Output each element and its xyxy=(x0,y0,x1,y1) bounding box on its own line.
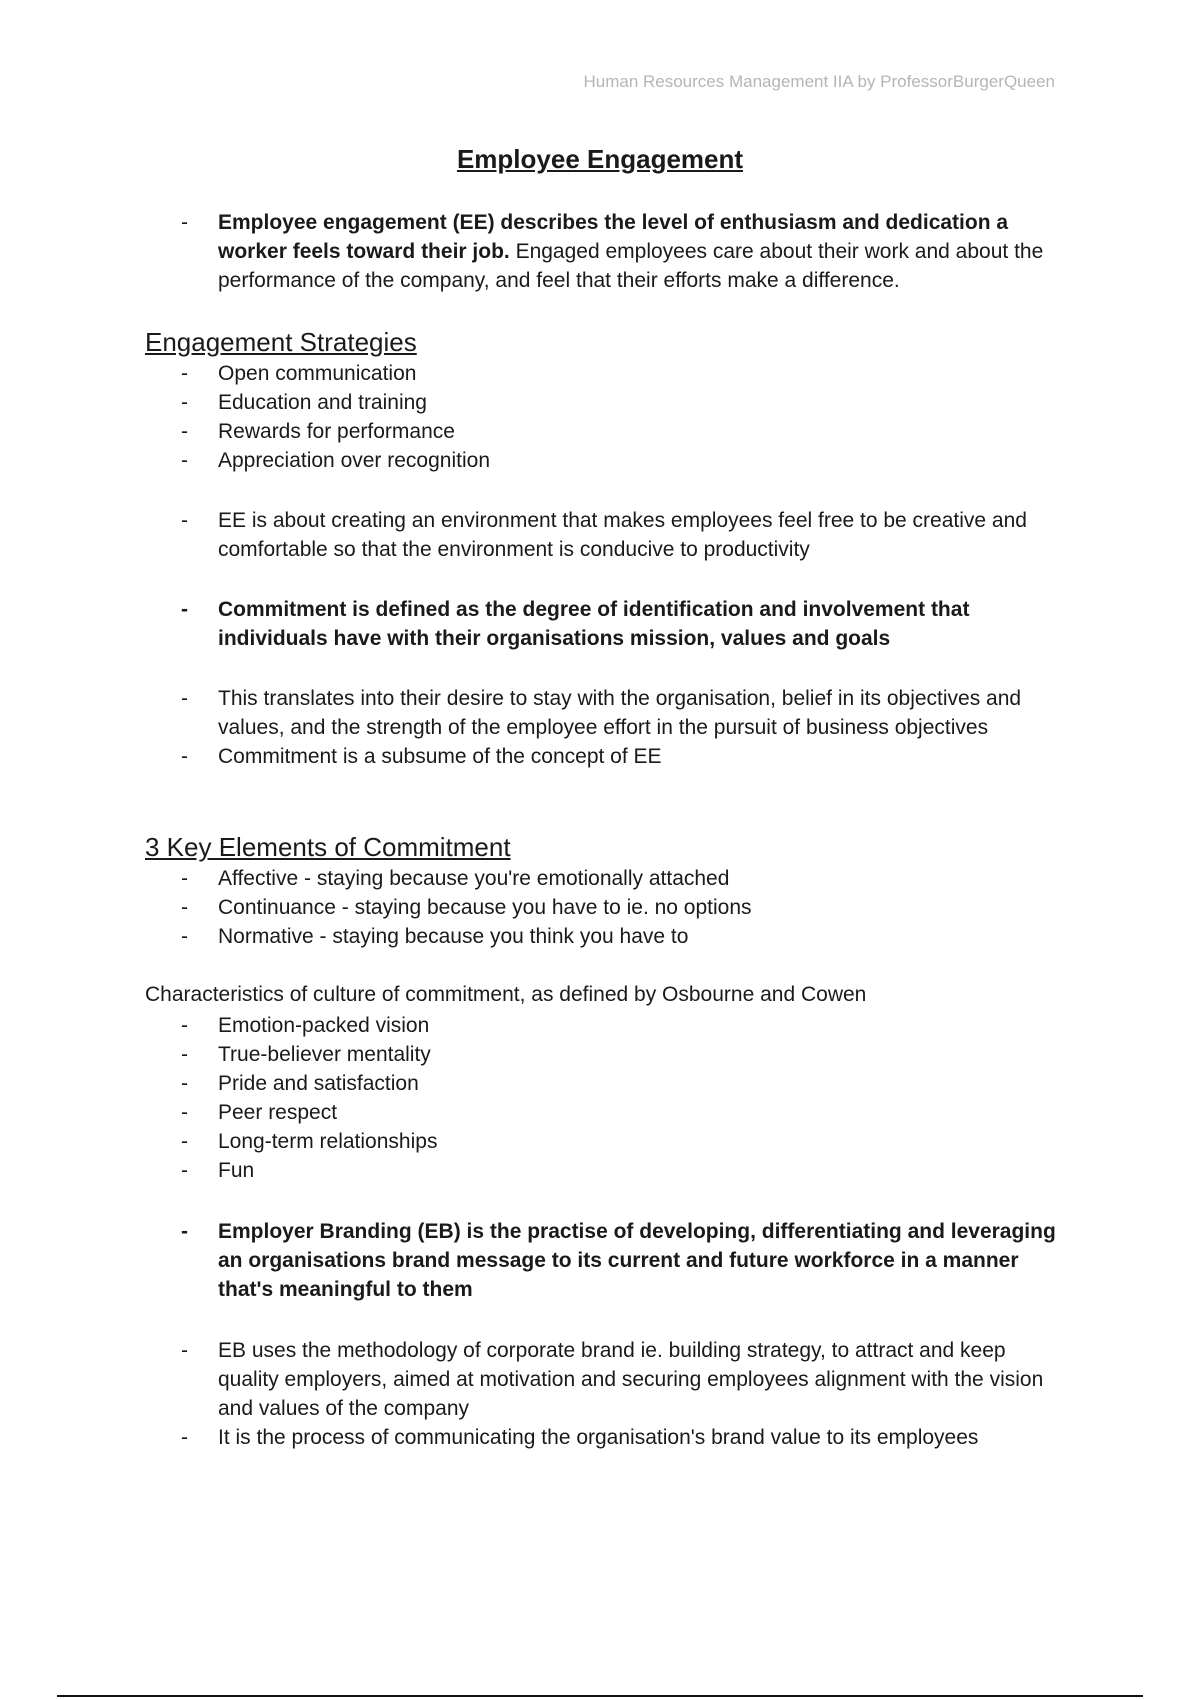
intro-description: Engaged employees care about their work and about the performance of the company, and feel that their efforts make a difference. xyxy=(218,240,1044,292)
list-item: - Continuance - staying because you have to ie. no options xyxy=(145,893,1065,922)
list-item: - This translates into their desire to stay with the organisation, belief in its objectives and values, and the strength of the employee effort in the pursuit of business objectives xyxy=(145,684,1065,742)
list-item: - Commitment is a subsume of the concept of EE xyxy=(145,742,1065,771)
commitment-notes-list xyxy=(145,684,1065,771)
commitment-definition-section xyxy=(145,595,1065,653)
culture-list xyxy=(145,1011,1065,1185)
eb-definition-section xyxy=(145,1217,1065,1304)
list-item: - It is the process of communicating the organisation's brand value to its employees xyxy=(145,1423,1065,1452)
list-item: - Long-term relationships xyxy=(145,1127,1065,1156)
list-item: - Appreciation over recognition xyxy=(145,446,1065,475)
list-item: - EB uses the methodology of corporate brand ie. building strategy, to attract and keep quality employers, aimed at motivation and securing employees alignment with the vision and values of the company xyxy=(145,1336,1065,1423)
list-item: - EE is about creating an environment that makes employees feel free to be creative and comfortable so that the environment is conducive to productivity xyxy=(145,506,1065,564)
page-divider xyxy=(57,1695,1143,1697)
list-item: - Normative - staying because you think you have to xyxy=(145,922,1065,951)
list-item xyxy=(145,208,1065,295)
list-item: - Pride and satisfaction xyxy=(145,1069,1065,1098)
list-item: - Education and training xyxy=(145,388,1065,417)
list-item: - Open communication xyxy=(145,359,1065,388)
list-item: - Rewards for performance xyxy=(145,417,1065,446)
list-item: - True-believer mentality xyxy=(145,1040,1065,1069)
list-item: - Affective - staying because you're emotionally attached xyxy=(145,864,1065,893)
list-item: - Commitment is defined as the degree of identification and involvement that individuals have with their organisations mission, values and goals xyxy=(145,595,1065,653)
key-elements-list xyxy=(145,864,1065,951)
intro-definition: Employee engagement (EE) describes the level of enthusiasm and dedication a worker feels toward their job. xyxy=(218,211,1009,263)
intro-section xyxy=(145,208,1065,295)
list-item: - Employer Branding (EB) is the practise of developing, differentiating and leveraging an organisations brand message to its current and future workforce in a manner that's meaningful to them xyxy=(145,1217,1065,1304)
strategies-list xyxy=(145,359,1065,475)
list-item: - Peer respect xyxy=(145,1098,1065,1127)
page-header: Human Resources Management IIA by ProfessorBurgerQueen xyxy=(583,72,1055,91)
eb-notes-list xyxy=(145,1336,1065,1452)
list-item: - Fun xyxy=(145,1156,1065,1185)
page-title: Employee Engagement xyxy=(456,144,744,174)
culture-intro: Characteristics of culture of commitment, as defined by Osbourne and Cowen xyxy=(145,983,867,1006)
strategies-heading: Engagement Strategies xyxy=(145,327,417,357)
key-elements-heading: 3 Key Elements of Commitment xyxy=(145,832,511,862)
list-item: - Emotion-packed vision xyxy=(145,1011,1065,1040)
ee-environment-section xyxy=(145,506,1065,564)
